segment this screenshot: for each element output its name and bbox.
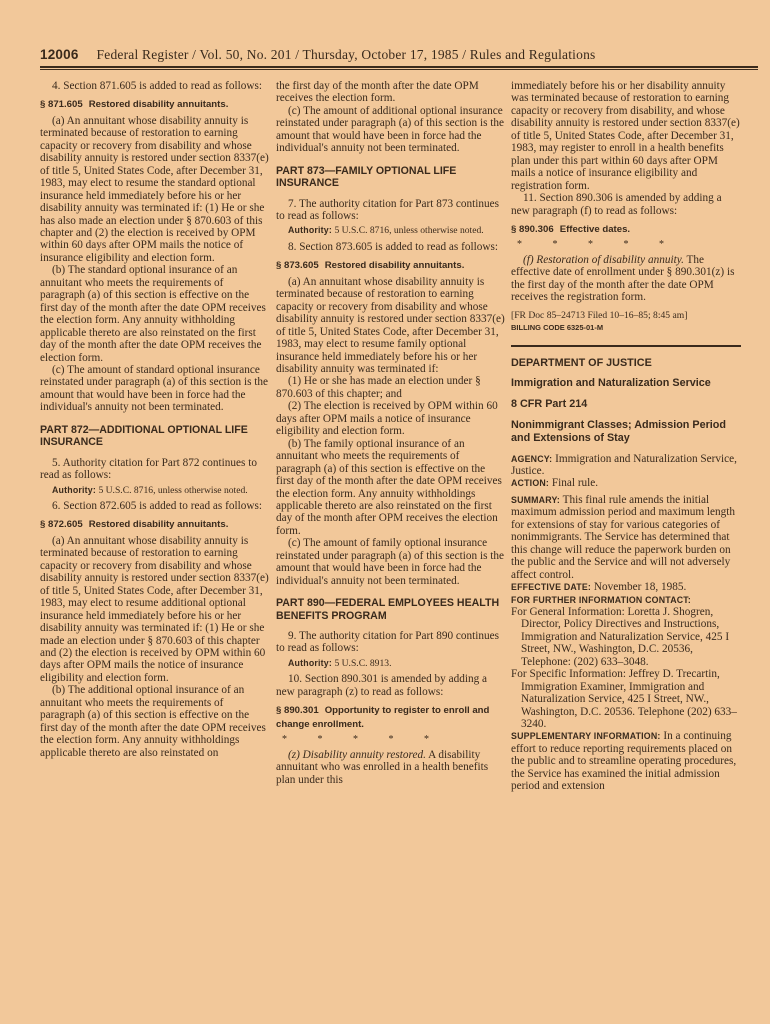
paragraph: (b) The standard optional insurance of an annuitant who meets the requirements of paragraph (a) of this section is effective on the first day of the month after the date OPM receives the election form. Any annuity withholding applicable thereto are also reinstated on the first day of the month after the date OPM receives the election form.	[40, 264, 266, 364]
authority-citation	[40, 485, 270, 497]
agency-line	[511, 453, 741, 478]
rule-title: Nonimmigrant Classes; Admission Period and Extensions of Stay	[511, 418, 726, 444]
action-label: ACTION:	[511, 478, 550, 489]
paragraph	[511, 254, 741, 304]
contact-label: FOR FURTHER INFORMATION CONTACT:	[511, 594, 692, 605]
page-number: 12006	[40, 47, 79, 62]
section-title: Restored disability annuitants.	[324, 260, 465, 272]
authority-label: Authority:	[288, 657, 333, 668]
paragraph: 4. Section 871.605 is added to read as follows:	[52, 80, 262, 92]
paragraph: 7. The authority citation for Part 873 continues to read as follows:	[276, 197, 499, 222]
document-separator	[511, 345, 741, 347]
section-title: Effective dates.	[559, 223, 631, 235]
section-number: § 872.605	[40, 519, 83, 531]
column-3	[511, 80, 741, 793]
running-title: Federal Register / Vol. 50, No. 201 / Thursday, October 17, 1985 / Rules and Regulations	[96, 47, 596, 62]
paragraph: 8. Section 873.605 is added to read as follows:	[288, 240, 498, 253]
column-1	[40, 80, 270, 759]
paragraph: (a) An annuitant whose disability annuity is terminated because of restoration to earning capacity or recovery from disability and whose disability annuity is restored under section 8337(e) of title 5, United States Code, after December 31, 1983, may elect to resume additional optional insurance held immediately before his or her disability annuity was terminated if: (1) He or she made an election under § 870.603 of this chapter and (2) the election is received by OPM within 60 days after OPM mails the notice of insurance eligibility and election form.	[40, 534, 269, 684]
effective-date-label: EFFECTIVE DATE:	[511, 582, 592, 593]
billing-code: BILLING CODE 6325-01-M	[511, 323, 604, 333]
paragraph: (c) The amount of family optional insurance reinstated under paragraph (a) of this section is the amount that would have been in force had the individual's annuity not been terminated.	[276, 537, 505, 587]
authority-text: 5 U.S.C. 8716, unless otherwise noted.	[98, 484, 248, 496]
section-title: Restored disability annuitants.	[88, 519, 229, 531]
paragraph	[276, 749, 506, 786]
summary-label: SUMMARY:	[511, 494, 560, 505]
summary-text: This final rule amends the initial maximum admission period and maximum length for extensions of stay for various categories of nonimmigrants. The Service has determined that this change will reduce the paperwork burden on the public and the Service and will not adversely affect control.	[511, 493, 736, 581]
paragraph: 6. Section 872.605 is added to read as follows:	[52, 500, 262, 512]
paragraph: (a) An annuitant whose disability annuity is terminated because of restoration to earning capacity or recovery from disability and whose disability annuity is restored under section 8337(e) of title 5, United States Code, after December 31, 1983, may elect to resume the standard optional insurance held immediately before his or her disability annuity was terminated if: (1) He or she has also made an election under § 870.603 of this chapter and (2) the election is received by OPM within 60 days after OPM mails the notice of insurance eligibility and election form.	[40, 114, 269, 264]
agency-text: Immigration and Naturalization Service, Justice.	[511, 452, 737, 477]
paragraph-text: A disability annuitant who was enrolled in a health benefits plan under this	[276, 748, 489, 786]
supplementary-info	[511, 730, 741, 792]
running-header	[40, 47, 758, 67]
action-text: Final rule.	[551, 477, 599, 490]
paragraph: 5. Authority citation for Part 872 continues to read as follows:	[40, 456, 257, 482]
paragraph: 11. Section 890.306 is amended by adding a new paragraph (f) to read as follows:	[511, 192, 722, 217]
authority-citation	[276, 225, 506, 237]
paragraph-heading: (f) Restoration of disability annuity.	[523, 253, 684, 266]
supplementary-text: In a continuing effort to reduce reporting requirements placed on the public and to streamline operating procedures, the Service has examined the initial admission period and extension	[511, 730, 737, 793]
section-heading	[40, 98, 270, 111]
fr-doc-line: [FR Doc 85–24713 Filed 10–16–85; 8:45 am]	[511, 309, 688, 321]
section-number: § 890.301	[276, 705, 319, 717]
section-number: § 873.605	[276, 260, 319, 272]
section-number: § 890.306	[511, 223, 554, 235]
paragraph-text: The effective date of enrollment under § 890.301(z) is the first day of the month after the date OPM receives the registration form.	[511, 253, 735, 304]
section-heading	[511, 223, 741, 236]
column-2	[276, 80, 506, 786]
paragraph: 9. The authority citation for Part 890 continues to read as follows:	[276, 629, 499, 655]
summary	[511, 494, 741, 581]
agency-label: AGENCY:	[511, 453, 553, 464]
header-rule-thin	[40, 69, 758, 70]
header-rule	[40, 66, 758, 68]
paragraph: 10. Section 890.301 is amended by adding a new paragraph (z) to read as follows:	[276, 673, 488, 698]
part-heading: PART 873—FAMILY OPTIONAL LIFE INSURANCE	[276, 164, 457, 190]
section-number: § 871.605	[40, 99, 83, 111]
action-line	[511, 477, 741, 489]
paragraph: immediately before his or her disability annuity was terminated because of restoration to earning capacity or recovery from disability, and whose disability annuity is restored under section 8337(e) of title 5, United States Code, after December 31, 1983, may register to enroll in a health benefits plan under this part within 60 days after OPM mails a notice of insurance eligibility and registration form.	[511, 80, 740, 192]
section-title: Opportunity to register to enroll and change enrollment.	[276, 705, 490, 730]
section-heading	[276, 704, 506, 731]
paragraph: (2) The election is received by OPM within 60 days after OPM mails a notice of insurance eligibility and election form.	[276, 400, 498, 438]
section-heading	[276, 259, 506, 272]
cfr-part: 8 CFR Part 214	[511, 398, 588, 411]
section-title: Restored disability annuitants.	[88, 99, 229, 111]
contact-specific: For Specific Information: Jeffrey D. Trecartin, Immigration Examiner, Immigration and Naturalization Service, 425 I Street, NW., Washington, D.C. 20536. Telephone (202) 633–3240.	[511, 668, 737, 731]
supplementary-label: SUPPLEMENTARY INFORMATION:	[511, 731, 661, 742]
agency-heading: Immigration and Naturalization Service	[511, 377, 711, 390]
paragraph: the first day of the month after the date OPM receives the election form.	[276, 80, 479, 105]
part-heading: PART 872—ADDITIONAL OPTIONAL LIFE INSURANCE	[40, 423, 248, 449]
authority-label: Authority:	[288, 225, 333, 236]
paragraph: (b) The additional optional insurance of an annuitant who meets the requirements of paragraph (a) of this section is effective on the first day of the month after the date OPM receives the election form. Any annuity withholdings applicable thereto are also reinstated on	[40, 684, 266, 759]
authority-citation	[276, 658, 506, 670]
omission-stars: * * * * *	[282, 734, 443, 746]
effective-date-text: November 18, 1985.	[593, 581, 687, 594]
part-heading: PART 890—FEDERAL EMPLOYEES HEALTH BENEFITS PROGRAM	[276, 597, 500, 622]
paragraph: (1) He or she has made an election under § 870.603 of this chapter; and	[276, 375, 481, 400]
paragraph: (c) The amount of standard optional insurance reinstated under paragraph (a) of this section is the amount that would have been in force had the individual's annuity not been terminated.	[40, 363, 269, 414]
paragraph: (b) The family optional insurance of an annuitant who meets the requirements of paragraph (a) of this section is effective on the first day of the month after the date OPM receives the election form. Any annuity withholdings applicable thereto are also reinstated on the first day of the month after OPM receives the election form.	[276, 437, 502, 537]
authority-text: 5 U.S.C. 8716, unless otherwise noted.	[334, 225, 484, 237]
effective-date	[511, 581, 741, 593]
department-heading: DEPARTMENT OF JUSTICE	[511, 356, 652, 369]
omission-stars: * * * * *	[517, 239, 678, 251]
contact-general: For General Information: Loretta J. Shogren, Director, Policy Directives and Instructions, Immigration and Naturalization Service, 425 I Street, NW., Washington, D.C. 20536, Telephone: (202) 633–3048.	[511, 605, 730, 668]
paragraph: (c) The amount of additional optional insurance reinstated under paragraph (a) of this section is the amount that would have been in force had the individual's annuity not been terminated.	[276, 104, 505, 155]
authority-text: 5 U.S.C. 8913.	[334, 657, 392, 669]
paragraph-heading: (z) Disability annuity restored.	[288, 748, 426, 761]
section-heading	[40, 518, 270, 531]
paragraph: (a) An annuitant whose disability annuity is terminated because of restoration to earning capacity or recovery from disability and whose disability annuity is restored under section 8337(e) of title 5, United States Code, after December 31, 1983, may elect to resume family optional insurance held immediately before his or her disability annuity was terminated if:	[276, 275, 505, 376]
authority-label: Authority:	[52, 484, 97, 495]
